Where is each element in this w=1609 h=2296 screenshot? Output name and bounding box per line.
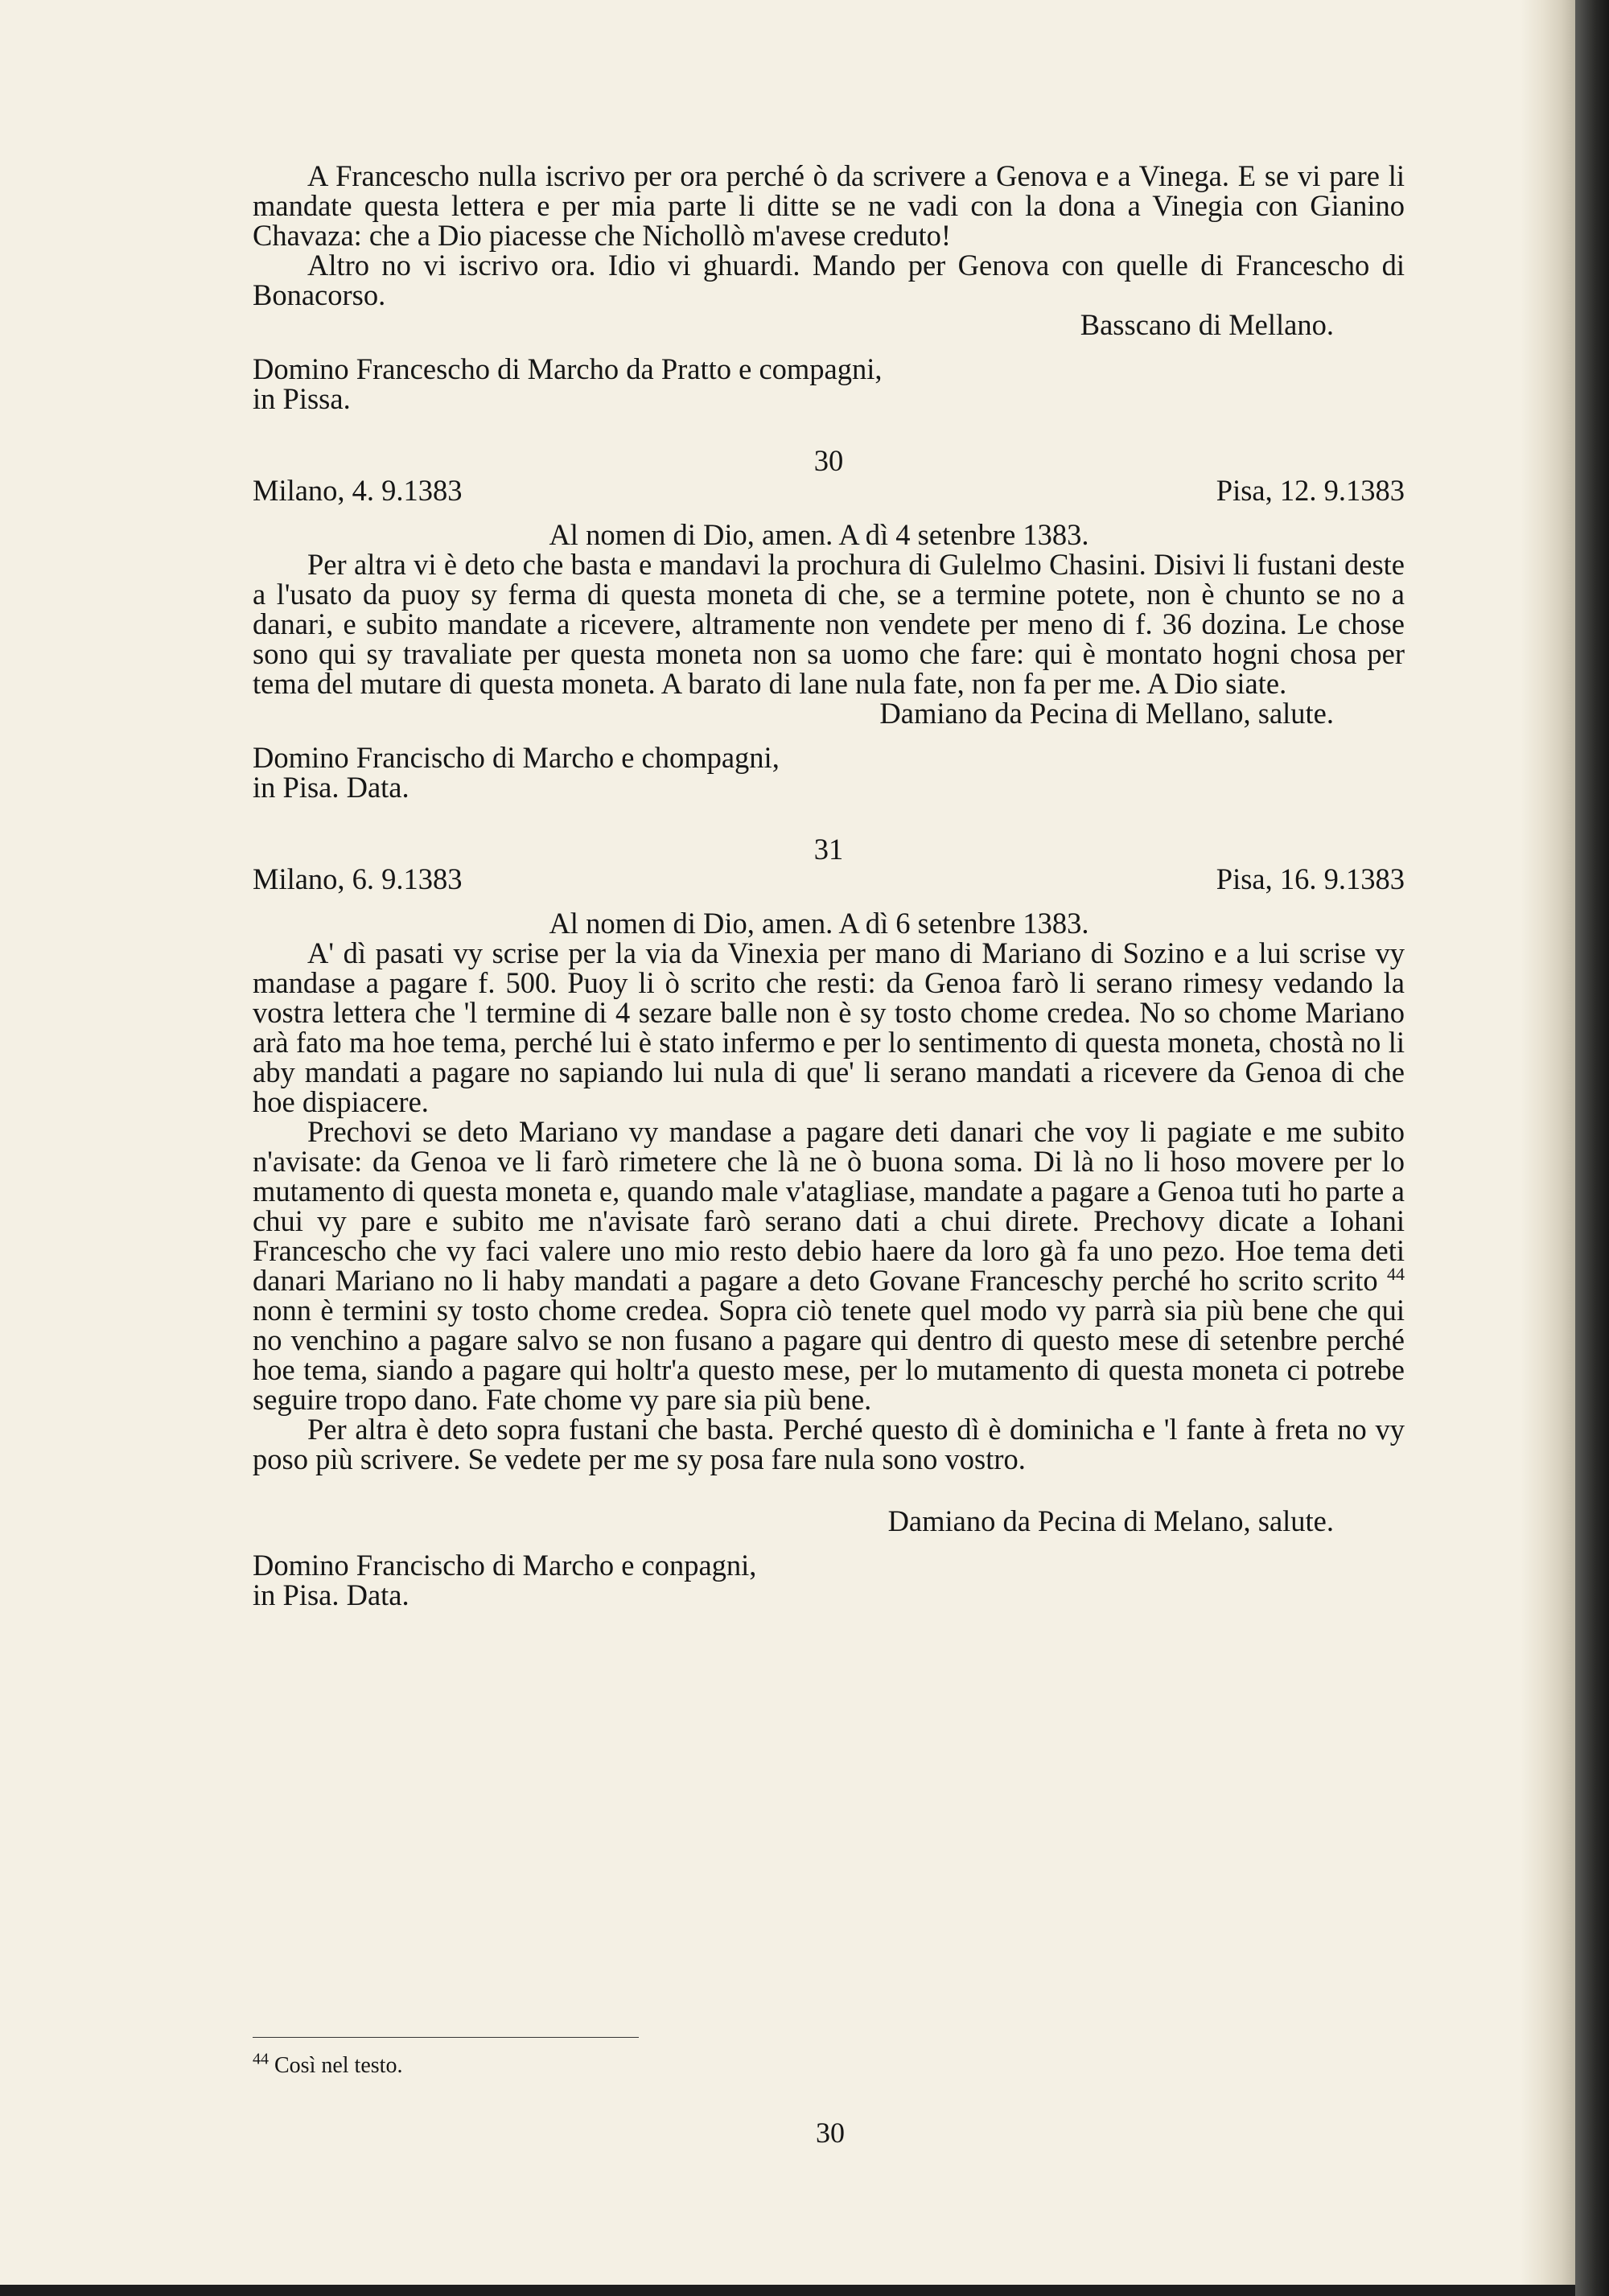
address-line: in Pissa.	[253, 382, 351, 415]
footnote	[253, 2050, 403, 2079]
footnote-number: 44	[253, 2050, 269, 2068]
page-text	[253, 161, 1405, 1610]
origin-date: Milano, 6. 9.1383	[253, 862, 463, 895]
address-line: in Pisa. Data.	[253, 1578, 409, 1611]
invocation: Al nomen di Dio, amen. A dì 6 setenbre 1383.	[549, 907, 1089, 940]
footnote-text: Così nel testo.	[274, 2053, 403, 2078]
paragraph-text: nonn è termini sy tosto chome credea. Sopra ciò tenete quel modo vy parrà sia più bene che qui no venchino a pagare salvo se non fusano a pagare qui dentro di questo mese di setenbre perché hoe tema, siando a pagare qui holtr'a questo mese, per lo mutamento di questa moneta ci potrebe seguire tropo dano. Fate chome vy pare sia più bene.	[253, 1294, 1405, 1416]
invocation: Al nomen di Dio, amen. A dì 4 setenbre 1383.	[549, 518, 1089, 551]
letter-number: 30	[813, 444, 844, 477]
book-spine	[1575, 0, 1609, 2296]
paragraph-text: Prechovi se deto Mariano vy mandase a pagare deti danari che voy li pagiate e me subito n'avisate: da Genoa ve li farò rimetere che là ne ò buona soma. Di là no li hoso movere per lo mutamento di questa moneta e, quando male v'atagliase, mandate a pagare a Genoa tuti ho parte a chui vy pare e subito me n'avisate farò serano dati a chui direte. Prechovy dicate a Iohani Francescho che vy faci valere uno mio resto debio haere da loro gà fa uno pezo. Hoe tema deti danari Mariano no li haby mandati a pagare a deto Govane Franceschy perché ho scrito scrito	[253, 1115, 1405, 1297]
paragraph: Altro no vi iscrivo ora. Idio vi ghuardi. Mando per Genova con quelle di Francescho di Bonacorso.	[253, 249, 1405, 311]
signature: Damiano da Pecina di Mellano, salute.	[879, 697, 1334, 730]
footnote-divider	[253, 2037, 639, 2038]
paragraph: Per altra è deto sopra fustani che basta. Perché questo dì è dominicha e 'l fante à freta no vy poso più scrivere. Se vedete per me sy posa fare nula sono vostro.	[253, 1413, 1405, 1475]
letter-dates	[253, 475, 1405, 505]
origin-date: Milano, 4. 9.1383	[253, 474, 463, 507]
page-number: 30	[816, 2117, 845, 2149]
letter-dates	[253, 864, 1405, 894]
address-line: Domino Francischo di Marcho e conpagni,	[253, 1549, 757, 1582]
paragraph: A' dì pasati vy scrise per la via da Vinexia per mano di Mariano di Sozino e a lui scrise vy mandase a pagare f. 500. Puoy li ò scrito che resti: da Genoa farò li serano rimesy vedando la vostra lettera che 'l termine di 4 sezare balle non è sy tosto chome credea. No so chome Mariano arà fato ma hoe tema, perché lui è stato infermo e per lo sentimento di questa moneta, chostà no li aby mandati a pagare no sapiando lui nula di que' li serano mandati a ricevere da Genoa di che hoe dispiacere.	[253, 936, 1405, 1118]
signature: Basscano di Mellano.	[1080, 308, 1334, 341]
paragraph: A Francescho nulla iscrivo per ora perché ò da scrivere a Genova e a Vinega. E se vi pare li mandate questa lettera e per mia parte li ditte se ne vadi con la dona a Vinegia con Gianino Chavaza: che a Dio piacesse che Nichollò m'avese creduto!	[253, 159, 1405, 252]
page-edge-shadow	[1521, 0, 1575, 2285]
signature: Damiano da Pecina di Melano, salute.	[887, 1504, 1334, 1537]
address-line: Domino Francescho di Marcho da Pratto e compagni,	[253, 352, 883, 385]
paragraph	[253, 1117, 1405, 1414]
address-line: in Pisa. Data.	[253, 771, 409, 804]
arrival-date: Pisa, 12. 9.1383	[1216, 474, 1405, 507]
letter-number: 31	[813, 833, 844, 866]
arrival-date: Pisa, 16. 9.1383	[1216, 862, 1405, 895]
address-line: Domino Francischo di Marcho e chompagni,	[253, 741, 780, 774]
footnote-reference: 44	[1387, 1263, 1405, 1284]
paragraph: Per altra vi è deto che basta e mandavi la prochura di Gulelmo Chasini. Disivi li fustani deste a l'usato da puoy sy ferma di questa moneta di che, se a termine potete, non è chunto se no a danari, e subito mandate a ricevere, altramente non vendete per meno di f. 36 dozina. Le chose sono qui sy travaliate per questa moneta non sa uomo che fare: qui è montato hogni chosa per tema del mutare di questa moneta. A barato di lane nula fate, non fa per me. A Dio siate.	[253, 548, 1405, 700]
